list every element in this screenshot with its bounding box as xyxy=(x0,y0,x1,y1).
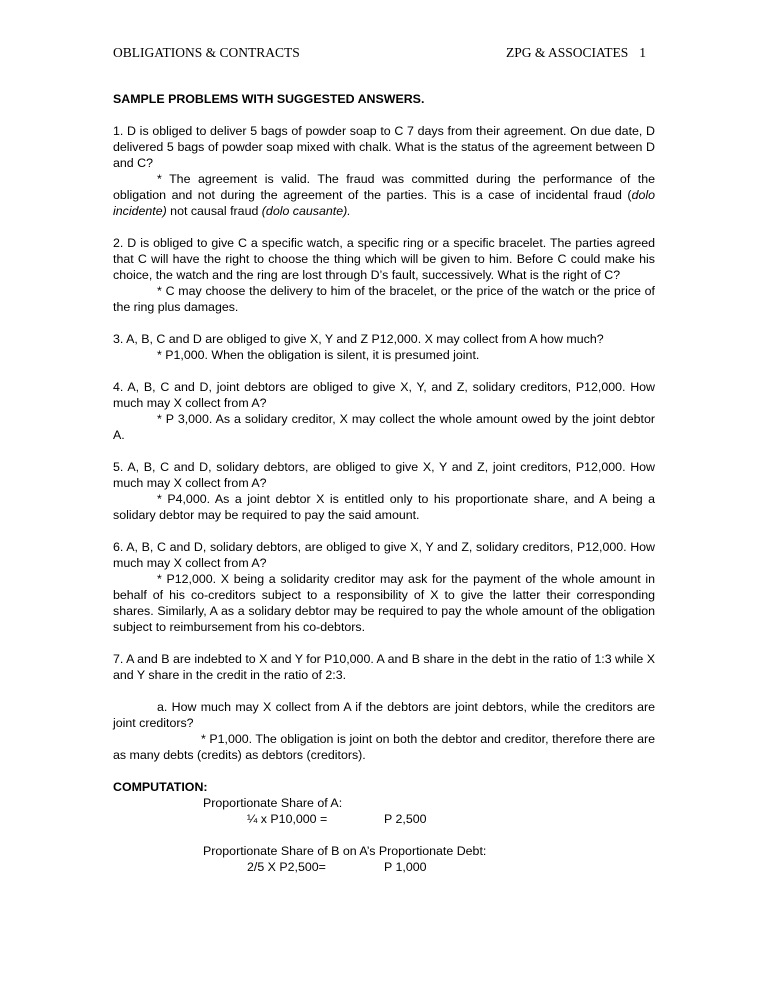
problem-4-question: 4. A, B, C and D, joint debtors are obliged to give X, Y, and Z, solidary creditors, P12,000. How much may X collect from A? xyxy=(113,380,655,410)
problem-1 xyxy=(113,123,655,219)
problem-4 xyxy=(113,379,655,443)
problem-5-answer: * P4,000. As a joint debtor X is entitled only to his proportionate share, and A being a solidary debtor may be required to pay the said amount. xyxy=(113,492,655,522)
problem-2-question: 2. D is obliged to give C a specific watch, a specific ring or a specific bracelet. The parties agreed that C will have the right to choose the thing which will be given to him. Before C could make his choice, the watch and the ring are lost through D’s fault, successively. What is the right of C? xyxy=(113,236,655,282)
computation-value-2: P 1,000 xyxy=(384,860,427,874)
computation-row-4 xyxy=(113,859,655,875)
problem-4-answer: * P 3,000. As a solidary creditor, X may collect the whole amount owed by the joint debtor A. xyxy=(113,412,655,442)
problem-5-question: 5. A, B, C and D, solidary debtors, are obliged to give X, Y and Z, joint creditors, P12,000. How much may X collect from A? xyxy=(113,460,655,490)
problem-2 xyxy=(113,235,655,315)
header-course-title: OBLIGATIONS & CONTRACTS xyxy=(113,45,300,60)
page-number: 1 xyxy=(639,45,647,60)
problem-1-answer xyxy=(113,171,655,219)
problem-1-answer-text-2: not causal fraud xyxy=(166,204,262,218)
problem-1-question: 1. D is obliged to deliver 5 bags of powder soap to C 7 days from their agreement. On due date, D delivered 5 bags of powder soap mixed with chalk. What is the status of the agreement between D and C? xyxy=(113,124,655,170)
computation-formula-1: ¼ x P10,000 = xyxy=(247,812,328,826)
problem-6 xyxy=(113,539,655,635)
computation-label-2: Proportionate Share of B on A’s Proportionate Debt: xyxy=(203,844,487,858)
computation-value-1: P 2,500 xyxy=(384,812,427,826)
spacer xyxy=(113,683,655,699)
problem-6-question: 6. A, B, C and D, solidary debtors, are obliged to give X, Y and Z, solidary creditors, P12,000. How much may X collect from A? xyxy=(113,540,655,570)
problem-7a-question: a. How much may X collect from A if the debtors are joint debtors, while the creditors are joint creditors? xyxy=(113,700,655,730)
computation-row-3 xyxy=(113,843,655,859)
problem-3-answer: * P1,000. When the obligation is silent, it is presumed joint. xyxy=(157,348,480,362)
computation-row-1 xyxy=(113,795,655,811)
problem-5 xyxy=(113,459,655,523)
header-right xyxy=(506,45,646,61)
problem-7-question: 7. A and B are indebted to X and Y for P10,000. A and B share in the debt in the ratio of 1:3 while X and Y share in the credit in the ratio of 2:3. xyxy=(113,652,655,682)
problem-1-answer-italic-1: dolo incidente) xyxy=(113,188,655,218)
page-header xyxy=(113,45,656,63)
computation-title: COMPUTATION: xyxy=(113,780,208,794)
spacer xyxy=(113,827,655,843)
section-title: SAMPLE PROBLEMS WITH SUGGESTED ANSWERS. xyxy=(113,92,425,106)
problem-2-answer: * C may choose the delivery to him of the bracelet, or the price of the watch or the price of the ring plus damages. xyxy=(113,284,655,314)
problem-1-answer-text: * The agreement is valid. The fraud was committed during the performance of the obligation and not during the agreement of the parties. This is a case of incidental fraud ( xyxy=(113,172,655,202)
computation-section xyxy=(113,779,655,875)
problem-1-answer-italic-2: (dolo causante). xyxy=(261,204,351,218)
computation-row-2 xyxy=(113,811,655,827)
problem-3-question: 3. A, B, C and D are obliged to give X, Y and Z P12,000. X may collect from A how much? xyxy=(113,332,604,346)
computation-label-1: Proportionate Share of A: xyxy=(203,796,343,810)
computation-formula-2: 2/5 X P2,500= xyxy=(247,860,326,874)
problem-7 xyxy=(113,651,655,763)
problem-3 xyxy=(113,331,655,363)
header-firm-name: ZPG & ASSOCIATES xyxy=(506,45,629,60)
problem-6-answer: * P12,000. X being a solidarity creditor may ask for the payment of the whole amount in behalf of his co-creditors subject to a responsibility of X to give the latter their corresponding shares. Similarly, A as a solidary debtor may be required to pay the whole amount of the obligation subject to reimbursement from his co-debtors. xyxy=(113,572,655,634)
problem-7a-answer: * P1,000. The obligation is joint on both the debtor and creditor, therefore there are as many debts (credits) as debtors (creditors). xyxy=(113,732,655,762)
document-body xyxy=(113,91,655,875)
